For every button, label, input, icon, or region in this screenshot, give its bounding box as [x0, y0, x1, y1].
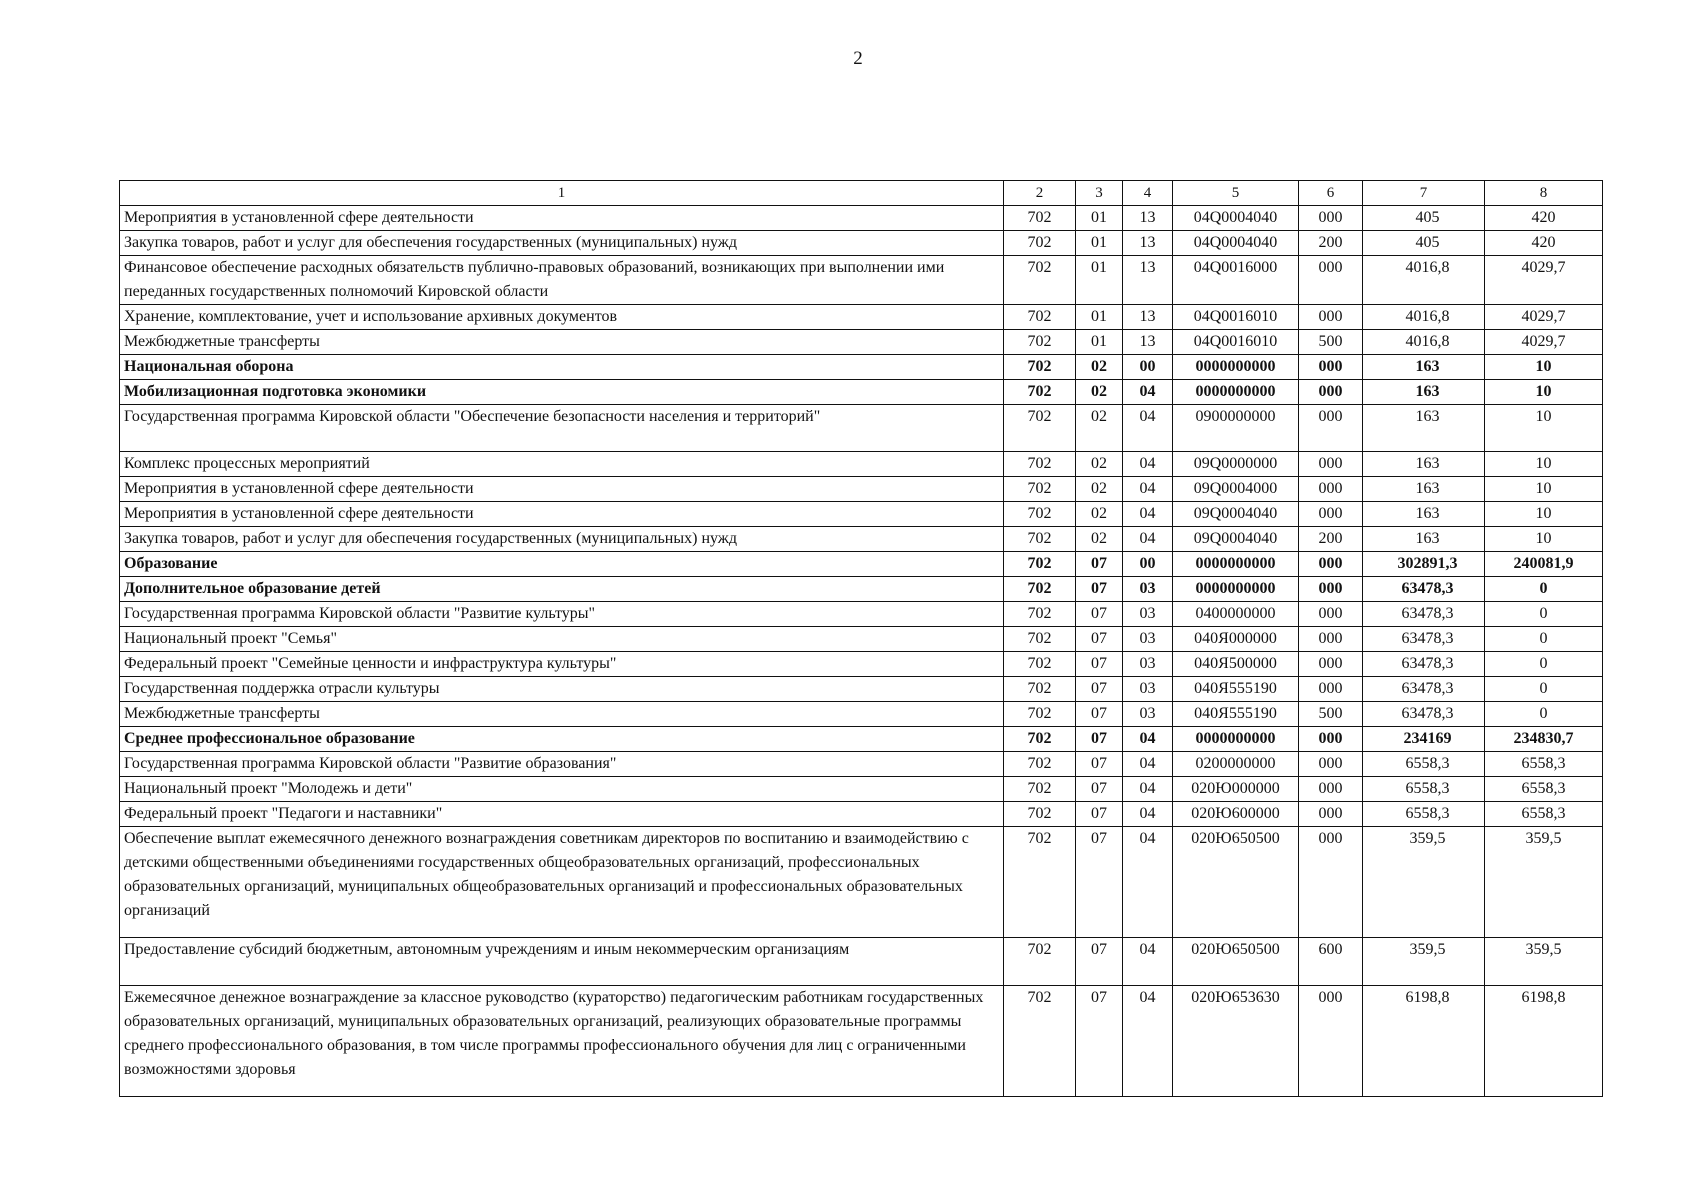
row-amount-2026: 10: [1485, 477, 1603, 502]
row-name: Комплекс процессных мероприятий: [120, 452, 1004, 477]
row-section: 07: [1076, 827, 1123, 938]
header-cell: 1: [120, 181, 1004, 206]
row-target-article: 0000000000: [1173, 727, 1299, 752]
page-number: 2: [853, 48, 863, 69]
row-amount-2026: 0: [1485, 702, 1603, 727]
budget-table: [119, 180, 1603, 1097]
row-amount-2026: 6558,3: [1485, 777, 1603, 802]
row-target-article: 09Q0004000: [1173, 477, 1299, 502]
row-expense-type: 200: [1299, 231, 1363, 256]
table-row: [120, 502, 1603, 527]
row-amount-2026: 240081,9: [1485, 552, 1603, 577]
row-section: 07: [1076, 552, 1123, 577]
row-amount-2026: 10: [1485, 527, 1603, 552]
row-subsection: 03: [1123, 577, 1173, 602]
row-subsection: 13: [1123, 231, 1173, 256]
row-code-702: 702: [1004, 527, 1076, 552]
row-name: Образование: [120, 552, 1004, 577]
table-row: [120, 938, 1603, 986]
row-name: Мероприятия в установленной сфере деятельности: [120, 502, 1004, 527]
row-code-702: 702: [1004, 727, 1076, 752]
row-code-702: 702: [1004, 355, 1076, 380]
table-row: [120, 652, 1603, 677]
row-target-article: 09Q0004040: [1173, 502, 1299, 527]
row-target-article: 040Я000000: [1173, 627, 1299, 652]
row-section: 07: [1076, 777, 1123, 802]
row-name: Национальный проект "Молодежь и дети": [120, 777, 1004, 802]
row-expense-type: 000: [1299, 677, 1363, 702]
row-amount-2026: 420: [1485, 206, 1603, 231]
row-target-article: 0000000000: [1173, 355, 1299, 380]
row-amount-2026: 420: [1485, 231, 1603, 256]
row-amount-2025: 4016,8: [1363, 256, 1485, 305]
row-code-702: 702: [1004, 231, 1076, 256]
table-row: [120, 380, 1603, 405]
table-row: [120, 405, 1603, 452]
row-target-article: 0200000000: [1173, 752, 1299, 777]
header-cell: 3: [1076, 181, 1123, 206]
row-amount-2025: 163: [1363, 355, 1485, 380]
row-amount-2026: 10: [1485, 452, 1603, 477]
row-name: Ежемесячное денежное вознаграждение за классное руководство (кураторство) педагогическим работникам государственных образовательных организаций, муниципальных образовательных организаций, реализующих образовательные программы среднего профессионального образования, в том числе программы профессионального обучения для лиц с ограниченными возможностями здоровья: [120, 986, 1004, 1097]
row-section: 07: [1076, 802, 1123, 827]
row-name: Мобилизационная подготовка экономики: [120, 380, 1004, 405]
row-subsection: 03: [1123, 702, 1173, 727]
row-subsection: 04: [1123, 477, 1173, 502]
row-amount-2025: 63478,3: [1363, 702, 1485, 727]
header-cell: 6: [1299, 181, 1363, 206]
row-amount-2026: 6558,3: [1485, 752, 1603, 777]
row-amount-2025: 63478,3: [1363, 577, 1485, 602]
table-row: [120, 677, 1603, 702]
row-subsection: 04: [1123, 527, 1173, 552]
row-expense-type: 000: [1299, 380, 1363, 405]
row-amount-2026: 359,5: [1485, 827, 1603, 938]
header-cell: 5: [1173, 181, 1299, 206]
row-subsection: 04: [1123, 452, 1173, 477]
row-subsection: 04: [1123, 938, 1173, 986]
row-subsection: 13: [1123, 206, 1173, 231]
row-code-702: 702: [1004, 452, 1076, 477]
row-amount-2025: 163: [1363, 477, 1485, 502]
row-code-702: 702: [1004, 938, 1076, 986]
row-amount-2025: 234169: [1363, 727, 1485, 752]
row-target-article: 09Q0004040: [1173, 527, 1299, 552]
table-row: [120, 727, 1603, 752]
row-name: Дополнительное образование детей: [120, 577, 1004, 602]
row-code-702: 702: [1004, 206, 1076, 231]
row-section: 07: [1076, 652, 1123, 677]
row-name: Среднее профессиональное образование: [120, 727, 1004, 752]
row-name: Государственная поддержка отрасли культуры: [120, 677, 1004, 702]
row-code-702: 702: [1004, 502, 1076, 527]
row-section: 01: [1076, 305, 1123, 330]
row-amount-2025: 4016,8: [1363, 305, 1485, 330]
row-section: 07: [1076, 602, 1123, 627]
row-subsection: 03: [1123, 652, 1173, 677]
table-row: [120, 231, 1603, 256]
row-target-article: 020Ю653630: [1173, 986, 1299, 1097]
row-amount-2026: 10: [1485, 405, 1603, 452]
row-name: Национальный проект "Семья": [120, 627, 1004, 652]
row-code-702: 702: [1004, 256, 1076, 305]
row-subsection: 04: [1123, 827, 1173, 938]
header-row: [120, 181, 1603, 206]
row-expense-type: 200: [1299, 527, 1363, 552]
row-subsection: 04: [1123, 405, 1173, 452]
row-expense-type: 000: [1299, 256, 1363, 305]
row-expense-type: 500: [1299, 330, 1363, 355]
row-expense-type: 000: [1299, 602, 1363, 627]
row-amount-2026: 0: [1485, 577, 1603, 602]
row-expense-type: 000: [1299, 986, 1363, 1097]
row-amount-2026: 10: [1485, 355, 1603, 380]
row-section: 07: [1076, 627, 1123, 652]
row-subsection: 04: [1123, 752, 1173, 777]
header-cell: 4: [1123, 181, 1173, 206]
row-amount-2025: 163: [1363, 452, 1485, 477]
row-name: Мероприятия в установленной сфере деятельности: [120, 206, 1004, 231]
table-row: [120, 355, 1603, 380]
row-target-article: 040Я555190: [1173, 702, 1299, 727]
row-section: 02: [1076, 405, 1123, 452]
row-code-702: 702: [1004, 677, 1076, 702]
row-amount-2025: 359,5: [1363, 938, 1485, 986]
row-amount-2025: 163: [1363, 380, 1485, 405]
row-subsection: 03: [1123, 602, 1173, 627]
row-amount-2025: 4016,8: [1363, 330, 1485, 355]
row-amount-2025: 63478,3: [1363, 602, 1485, 627]
row-name: Государственная программа Кировской области "Развитие образования": [120, 752, 1004, 777]
row-section: 02: [1076, 477, 1123, 502]
row-code-702: 702: [1004, 986, 1076, 1097]
row-section: 07: [1076, 752, 1123, 777]
row-code-702: 702: [1004, 577, 1076, 602]
row-subsection: 00: [1123, 552, 1173, 577]
row-section: 07: [1076, 986, 1123, 1097]
row-target-article: 0000000000: [1173, 577, 1299, 602]
row-amount-2026: 0: [1485, 652, 1603, 677]
row-expense-type: 000: [1299, 552, 1363, 577]
row-target-article: 0000000000: [1173, 380, 1299, 405]
table-row: [120, 206, 1603, 231]
row-code-702: 702: [1004, 777, 1076, 802]
row-section: 07: [1076, 577, 1123, 602]
row-section: 02: [1076, 380, 1123, 405]
row-code-702: 702: [1004, 405, 1076, 452]
header-cell: 2: [1004, 181, 1076, 206]
row-subsection: 04: [1123, 380, 1173, 405]
table-row: [120, 552, 1603, 577]
row-name: Обеспечение выплат ежемесячного денежного вознаграждения советникам директоров по воспитанию и взаимодействию с детскими общественными объединениями государственных общеобразовательных организаций, профессиональных образовательных организаций, муниципальных общеобразовательных организаций и профессиональных образовательных организаций: [120, 827, 1004, 938]
row-target-article: 09Q0000000: [1173, 452, 1299, 477]
row-code-702: 702: [1004, 652, 1076, 677]
row-name: Межбюджетные трансферты: [120, 330, 1004, 355]
row-expense-type: 000: [1299, 627, 1363, 652]
table-row: [120, 602, 1603, 627]
row-section: 01: [1076, 256, 1123, 305]
row-section: 01: [1076, 330, 1123, 355]
row-subsection: 04: [1123, 986, 1173, 1097]
table-row: [120, 802, 1603, 827]
row-code-702: 702: [1004, 305, 1076, 330]
row-name: Финансовое обеспечение расходных обязательств публично-правовых образований, возникающих при выполнении ими переданных государственных полномочий Кировской области: [120, 256, 1004, 305]
row-subsection: 03: [1123, 627, 1173, 652]
row-section: 01: [1076, 231, 1123, 256]
row-section: 02: [1076, 502, 1123, 527]
row-code-702: 702: [1004, 802, 1076, 827]
row-target-article: 04Q0016010: [1173, 330, 1299, 355]
row-target-article: 020Ю600000: [1173, 802, 1299, 827]
row-code-702: 702: [1004, 330, 1076, 355]
row-section: 07: [1076, 677, 1123, 702]
row-expense-type: 000: [1299, 777, 1363, 802]
row-target-article: 04Q0016010: [1173, 305, 1299, 330]
header-cell: 8: [1485, 181, 1603, 206]
header-cell: 7: [1363, 181, 1485, 206]
row-target-article: 04Q0004040: [1173, 206, 1299, 231]
table-row: [120, 256, 1603, 305]
row-subsection: 00: [1123, 355, 1173, 380]
table-row: [120, 477, 1603, 502]
row-amount-2025: 163: [1363, 502, 1485, 527]
table-row: [120, 305, 1603, 330]
table-row: [120, 577, 1603, 602]
row-amount-2025: 63478,3: [1363, 677, 1485, 702]
row-subsection: 04: [1123, 502, 1173, 527]
row-amount-2025: 6558,3: [1363, 752, 1485, 777]
row-target-article: 020Ю650500: [1173, 938, 1299, 986]
row-code-702: 702: [1004, 827, 1076, 938]
table-row: [120, 752, 1603, 777]
row-subsection: 13: [1123, 330, 1173, 355]
row-amount-2025: 405: [1363, 231, 1485, 256]
row-section: 07: [1076, 938, 1123, 986]
row-amount-2026: 4029,7: [1485, 305, 1603, 330]
row-expense-type: 000: [1299, 802, 1363, 827]
table-row: [120, 627, 1603, 652]
row-expense-type: 500: [1299, 702, 1363, 727]
row-amount-2026: 6198,8: [1485, 986, 1603, 1097]
row-amount-2025: 163: [1363, 405, 1485, 452]
row-name: Закупка товаров, работ и услуг для обеспечения государственных (муниципальных) нужд: [120, 231, 1004, 256]
row-section: 07: [1076, 702, 1123, 727]
row-amount-2025: 63478,3: [1363, 627, 1485, 652]
row-amount-2026: 4029,7: [1485, 256, 1603, 305]
row-target-article: 040Я555190: [1173, 677, 1299, 702]
row-amount-2025: 6558,3: [1363, 777, 1485, 802]
table-row: [120, 330, 1603, 355]
row-section: 02: [1076, 527, 1123, 552]
row-name: Закупка товаров, работ и услуг для обеспечения государственных (муниципальных) нужд: [120, 527, 1004, 552]
row-code-702: 702: [1004, 380, 1076, 405]
row-code-702: 702: [1004, 477, 1076, 502]
row-expense-type: 000: [1299, 827, 1363, 938]
row-name: Предоставление субсидий бюджетным, автономным учреждениям и иным некоммерческим организациям: [120, 938, 1004, 986]
row-subsection: 13: [1123, 256, 1173, 305]
row-subsection: 13: [1123, 305, 1173, 330]
row-expense-type: 000: [1299, 305, 1363, 330]
row-expense-type: 000: [1299, 752, 1363, 777]
row-name: Межбюджетные трансферты: [120, 702, 1004, 727]
row-expense-type: 000: [1299, 405, 1363, 452]
row-amount-2026: 6558,3: [1485, 802, 1603, 827]
row-expense-type: 000: [1299, 577, 1363, 602]
row-name: Государственная программа Кировской области "Развитие культуры": [120, 602, 1004, 627]
row-code-702: 702: [1004, 702, 1076, 727]
row-section: 07: [1076, 727, 1123, 752]
table-row: [120, 702, 1603, 727]
row-target-article: 0900000000: [1173, 405, 1299, 452]
row-name: Мероприятия в установленной сфере деятельности: [120, 477, 1004, 502]
row-subsection: 03: [1123, 677, 1173, 702]
row-code-702: 702: [1004, 752, 1076, 777]
table-row: [120, 827, 1603, 938]
row-amount-2026: 0: [1485, 627, 1603, 652]
row-amount-2025: 405: [1363, 206, 1485, 231]
table-row: [120, 777, 1603, 802]
row-section: 01: [1076, 206, 1123, 231]
table-row: [120, 986, 1603, 1097]
row-target-article: 04Q0016000: [1173, 256, 1299, 305]
row-expense-type: 000: [1299, 355, 1363, 380]
row-amount-2026: 359,5: [1485, 938, 1603, 986]
row-name: Государственная программа Кировской области "Обеспечение безопасности населения и территорий": [120, 405, 1004, 452]
row-name: Хранение, комплектование, учет и использование архивных документов: [120, 305, 1004, 330]
row-section: 02: [1076, 355, 1123, 380]
row-expense-type: 000: [1299, 477, 1363, 502]
row-amount-2026: 10: [1485, 502, 1603, 527]
row-subsection: 04: [1123, 802, 1173, 827]
row-amount-2025: 6558,3: [1363, 802, 1485, 827]
row-amount-2026: 0: [1485, 677, 1603, 702]
row-target-article: 040Я500000: [1173, 652, 1299, 677]
row-section: 02: [1076, 452, 1123, 477]
row-expense-type: 000: [1299, 206, 1363, 231]
row-target-article: 0400000000: [1173, 602, 1299, 627]
row-expense-type: 000: [1299, 652, 1363, 677]
row-amount-2025: 359,5: [1363, 827, 1485, 938]
table-row: [120, 452, 1603, 477]
row-amount-2025: 6198,8: [1363, 986, 1485, 1097]
row-code-702: 702: [1004, 602, 1076, 627]
row-target-article: 020Ю000000: [1173, 777, 1299, 802]
row-name: Федеральный проект "Педагоги и наставники": [120, 802, 1004, 827]
row-name: Национальная оборона: [120, 355, 1004, 380]
row-target-article: 04Q0004040: [1173, 231, 1299, 256]
row-amount-2026: 0: [1485, 602, 1603, 627]
row-name: Федеральный проект "Семейные ценности и инфраструктура культуры": [120, 652, 1004, 677]
row-amount-2025: 163: [1363, 527, 1485, 552]
row-code-702: 702: [1004, 552, 1076, 577]
row-amount-2026: 234830,7: [1485, 727, 1603, 752]
table-row: [120, 527, 1603, 552]
row-code-702: 702: [1004, 627, 1076, 652]
row-amount-2026: 10: [1485, 380, 1603, 405]
row-amount-2025: 302891,3: [1363, 552, 1485, 577]
row-subsection: 04: [1123, 777, 1173, 802]
row-amount-2025: 63478,3: [1363, 652, 1485, 677]
row-expense-type: 000: [1299, 452, 1363, 477]
row-expense-type: 000: [1299, 727, 1363, 752]
row-expense-type: 600: [1299, 938, 1363, 986]
row-target-article: 020Ю650500: [1173, 827, 1299, 938]
row-expense-type: 000: [1299, 502, 1363, 527]
row-subsection: 04: [1123, 727, 1173, 752]
row-target-article: 0000000000: [1173, 552, 1299, 577]
row-amount-2026: 4029,7: [1485, 330, 1603, 355]
